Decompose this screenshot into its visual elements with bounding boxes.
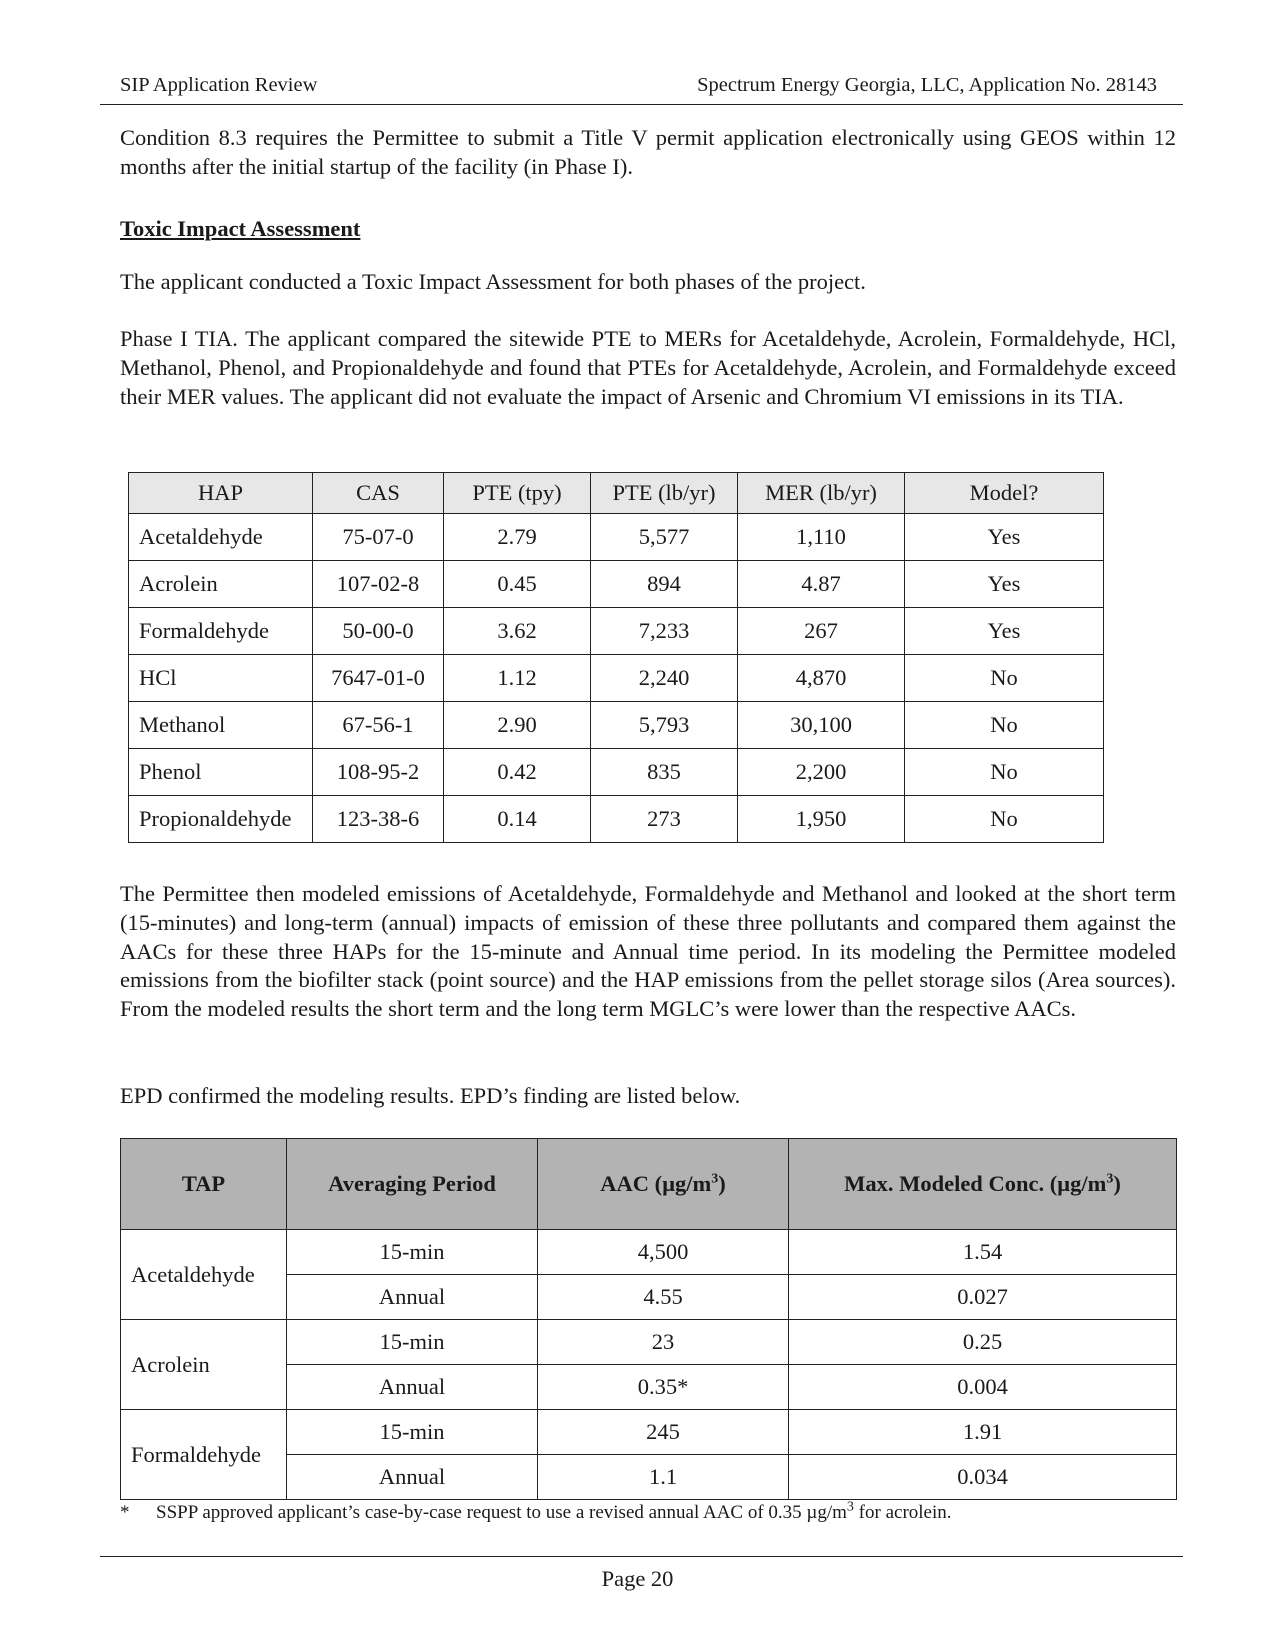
aac-table-header-row xyxy=(121,1139,1177,1230)
pte-lbyr: 7,233 xyxy=(591,608,738,655)
hap-name: Acrolein xyxy=(129,561,313,608)
pte-tpy: 3.62 xyxy=(444,608,591,655)
col-hap: HAP xyxy=(129,473,313,514)
averaging-period: 15-min xyxy=(287,1230,538,1275)
max-modeled-value: 0.25 xyxy=(789,1320,1177,1365)
paragraph-modeling: The Permittee then modeled emissions of Acetaldehyde, Formaldehyde and Methanol and looked at the short term (15-minutes) and long-term (annual) impacts of emission of these three pollutants and compared them against the AACs for these three HAPs for the 15-minute and Annual time period. In its modeling the Permittee modeled emissions from the biofilter stack (point source) and the HAP emissions from the pellet storage silos (Area sources). From the modeled results the short term and the long term MGLC’s were lower than the respective AACs. xyxy=(120,881,1176,1022)
mer-lbyr: 2,200 xyxy=(738,749,905,796)
hap-table-header-row xyxy=(129,473,1104,514)
footnote-mark: * xyxy=(120,1502,130,1523)
col-pte-lbyr: PTE (lb/yr) xyxy=(591,473,738,514)
cas-number: 50-00-0 xyxy=(313,608,444,655)
pte-tpy: 2.90 xyxy=(444,702,591,749)
footnote-end: for acrolein. xyxy=(853,1502,952,1523)
table-footnote xyxy=(120,1501,952,1525)
aac-value: 245 xyxy=(538,1410,789,1455)
pte-lbyr: 273 xyxy=(591,796,738,843)
col-max-modeled: Max. Modeled Conc. $(\mu g/m^3)$ xyxy=(789,1139,1177,1230)
model-flag: No xyxy=(905,655,1104,702)
cas-number: 107-02-8 xyxy=(313,561,444,608)
mer-lbyr: 1,110 xyxy=(738,514,905,561)
pte-tpy: 0.45 xyxy=(444,561,591,608)
pte-tpy: 2.79 xyxy=(444,514,591,561)
aac-value: 23 xyxy=(538,1320,789,1365)
table-row xyxy=(129,655,1104,702)
section-heading: Toxic Impact Assessment xyxy=(120,216,361,241)
table-row xyxy=(129,514,1104,561)
paragraph-condition: Condition 8.3 requires the Permittee to submit a Title V permit application electronically using GEOS within 12 months after the initial startup of the facility (in Phase I). xyxy=(120,125,1176,179)
col-mer: MER (lb/yr) xyxy=(738,473,905,514)
cas-number: 75-07-0 xyxy=(313,514,444,561)
col-aac: AAC $(\mu g/m^3)$ xyxy=(538,1139,789,1230)
hap-table xyxy=(128,472,1104,843)
pte-tpy: 0.42 xyxy=(444,749,591,796)
model-flag: No xyxy=(905,796,1104,843)
model-flag: Yes xyxy=(905,514,1104,561)
pte-lbyr: 2,240 xyxy=(591,655,738,702)
page-number: Page 20 xyxy=(601,1566,674,1591)
mer-lbyr: 30,100 xyxy=(738,702,905,749)
cas-number: 67-56-1 xyxy=(313,702,444,749)
table-row xyxy=(121,1320,1177,1365)
table-row xyxy=(121,1410,1177,1455)
header-rule xyxy=(100,104,1183,105)
header-left: SIP Application Review xyxy=(120,74,318,96)
col-cas: CAS xyxy=(313,473,444,514)
model-flag: Yes xyxy=(905,561,1104,608)
model-flag: Yes xyxy=(905,608,1104,655)
mer-lbyr: 4.87 xyxy=(738,561,905,608)
paragraph-intro: The applicant conducted a Toxic Impact Assessment for both phases of the project. xyxy=(120,269,866,294)
table-row xyxy=(129,702,1104,749)
max-modeled-value: 1.54 xyxy=(789,1230,1177,1275)
aac-value: 4,500 xyxy=(538,1230,789,1275)
hap-name: Acetaldehyde xyxy=(129,514,313,561)
aac-value: 4.55 xyxy=(538,1275,789,1320)
mer-lbyr: 4,870 xyxy=(738,655,905,702)
hap-name: Propionaldehyde xyxy=(129,796,313,843)
averaging-period: Annual xyxy=(287,1365,538,1410)
table-row xyxy=(129,796,1104,843)
cas-number: 7647-01-0 xyxy=(313,655,444,702)
max-modeled-value: 1.91 xyxy=(789,1410,1177,1455)
table-row xyxy=(129,561,1104,608)
model-flag: No xyxy=(905,749,1104,796)
footnote-sup: 3 xyxy=(846,1499,854,1515)
averaging-period: Annual xyxy=(287,1275,538,1320)
pte-lbyr: 5,577 xyxy=(591,514,738,561)
tap-name: Acrolein xyxy=(121,1320,287,1410)
header-right: Spectrum Energy Georgia, LLC, Application No. 28143 xyxy=(697,74,1157,96)
col-averaging-period: Averaging Period xyxy=(287,1139,538,1230)
footnote-text: SSPP approved applicant’s case-by-case request to use a revised annual AAC of 0.35 µg/m xyxy=(156,1502,847,1523)
max-modeled-value: 0.034 xyxy=(789,1455,1177,1500)
paragraph-epd: EPD confirmed the modeling results. EPD’s finding are listed below. xyxy=(120,1083,741,1108)
mer-lbyr: 267 xyxy=(738,608,905,655)
col-tap: TAP xyxy=(121,1139,287,1230)
max-modeled-value: 0.004 xyxy=(789,1365,1177,1410)
hap-name: Methanol xyxy=(129,702,313,749)
averaging-period: 15-min xyxy=(287,1320,538,1365)
pte-lbyr: 5,793 xyxy=(591,702,738,749)
pte-tpy: 0.14 xyxy=(444,796,591,843)
paragraph-phase1: Phase I TIA. The applicant compared the sitewide PTE to MERs for Acetaldehyde, Acrolein, Formaldehyde, HCl, Methanol, Phenol, and Propionaldehyde and found that PTEs for Acetaldehyde, Acrolein, and Formaldehyde exceed their MER values. The applicant did not evaluate the impact of Arsenic and Chromium VI emissions in its TIA. xyxy=(120,326,1176,409)
tap-name: Formaldehyde xyxy=(121,1410,287,1500)
table-row xyxy=(129,608,1104,655)
footer-rule xyxy=(100,1556,1183,1557)
model-flag: No xyxy=(905,702,1104,749)
cas-number: 123-38-6 xyxy=(313,796,444,843)
pte-lbyr: 835 xyxy=(591,749,738,796)
col-pte-tpy: PTE (tpy) xyxy=(444,473,591,514)
cas-number: 108-95-2 xyxy=(313,749,444,796)
hap-name: HCl xyxy=(129,655,313,702)
hap-name: Phenol xyxy=(129,749,313,796)
aac-value: 1.1 xyxy=(538,1455,789,1500)
col-model: Model? xyxy=(905,473,1104,514)
averaging-period: 15-min xyxy=(287,1410,538,1455)
aac-table xyxy=(120,1138,1177,1500)
mer-lbyr: 1,950 xyxy=(738,796,905,843)
table-row xyxy=(129,749,1104,796)
table-row xyxy=(121,1230,1177,1275)
pte-lbyr: 894 xyxy=(591,561,738,608)
averaging-period: Annual xyxy=(287,1455,538,1500)
aac-value: 0.35* xyxy=(538,1365,789,1410)
pte-tpy: 1.12 xyxy=(444,655,591,702)
tap-name: Acetaldehyde xyxy=(121,1230,287,1320)
hap-name: Formaldehyde xyxy=(129,608,313,655)
max-modeled-value: 0.027 xyxy=(789,1275,1177,1320)
